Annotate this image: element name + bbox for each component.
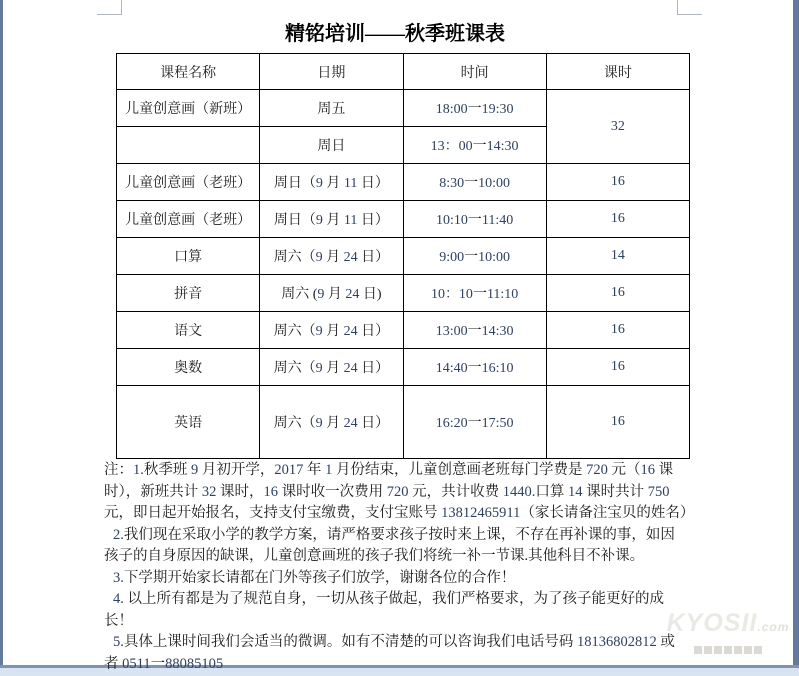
course-cell: 儿童创意画（老班） — [117, 164, 260, 201]
date-cell: 周六（9 月 24 日） — [260, 386, 403, 459]
column-header-course: 课程名称 — [117, 54, 260, 90]
note-line: 孩子的自身原因的缺课，儿童创意画班的孩子我们将统一补一节课.其他科目不补课。 — [104, 548, 645, 564]
date-cell: 周六（9 月 24 日） — [260, 238, 403, 275]
course-cell: 口算 — [117, 238, 260, 275]
hours-cell: 16 — [546, 386, 689, 459]
time-cell: 14:40一16:10 — [403, 349, 546, 386]
date-cell: 周六（9 月 24 日） — [260, 312, 403, 349]
notes-section — [104, 460, 704, 675]
table-row — [117, 164, 690, 201]
margin-crop-mark-top-left — [121, 0, 122, 14]
time-cell: 18:00一19:30 — [403, 90, 546, 127]
date-cell: 周日 — [260, 127, 403, 164]
table-row — [117, 349, 690, 386]
hours-cell: 14 — [546, 238, 689, 275]
table-row — [117, 275, 690, 312]
table-row — [117, 90, 690, 127]
date-cell: 周六 (9 月 24 日) — [260, 275, 403, 312]
date-cell: 周六（9 月 24 日） — [260, 349, 403, 386]
course-cell — [117, 127, 260, 164]
time-cell: 10:10一11:40 — [403, 201, 546, 238]
note-line: 长！ — [104, 612, 133, 629]
time-cell: 10：10一11:10 — [403, 275, 546, 312]
note-line: 3.下学期开始家长请都在门外等孩子们放学，谢谢各位的合作！ — [113, 569, 516, 586]
hours-cell: 16 — [546, 164, 689, 201]
course-cell: 拼音 — [117, 275, 260, 312]
note-line: 4. 以上所有都是为了规范自身，一切从孩子做起，我们严格要求，为了孩子能更好的成 — [113, 591, 664, 607]
column-header-hours: 课时 — [546, 54, 689, 90]
column-header-date: 日期 — [260, 54, 403, 90]
time-cell: 16:20一17:50 — [403, 386, 546, 459]
margin-crop-mark-top-left — [97, 14, 122, 15]
course-cell: 儿童创意画（老班） — [117, 201, 260, 238]
time-cell: 13：00一14:30 — [403, 127, 546, 164]
margin-crop-mark-top-right — [677, 14, 702, 15]
note-line: 5.具体上课时间我们会适当的微调。如有不清楚的可以咨询我们电话号码 18136802812 或 — [113, 634, 675, 650]
note-line: 者 0511一88085105 — [104, 655, 224, 672]
note-line: 元，即日起开始报名，支持支付宝缴费，支付宝账号 13812465911（家长请备注宝贝的姓名） — [104, 505, 695, 521]
date-cell: 周五 — [260, 90, 403, 127]
note-line: 时），新班共计 32 课时，16 课时收一次费用 720 元，共计收费 1440.口算 14 课时共计 750 — [104, 483, 670, 500]
course-cell: 儿童创意画（新班） — [117, 90, 260, 127]
table-row — [117, 386, 690, 459]
course-cell: 英语 — [117, 386, 260, 459]
hours-cell: 16 — [546, 312, 689, 349]
column-header-time: 时间 — [403, 54, 546, 90]
time-cell: 13:00一14:30 — [403, 312, 546, 349]
schedule-table — [116, 53, 690, 459]
date-cell: 周日（9 月 11 日） — [260, 164, 403, 201]
table-row — [117, 238, 690, 275]
hours-cell: 16 — [546, 201, 689, 238]
course-cell: 奥数 — [117, 349, 260, 386]
table-row — [117, 201, 690, 238]
course-cell: 语文 — [117, 312, 260, 349]
note-line: 2.我们现在采取小学的教学方案，请严格要求孩子按时来上课，不存在再补课的事，如因 — [113, 526, 675, 543]
margin-crop-mark-top-right — [677, 0, 678, 14]
table-row — [117, 312, 690, 349]
time-cell: 9:00一10:00 — [403, 238, 546, 275]
hours-cell: 16 — [546, 275, 689, 312]
note-line: 注：1.秋季班 9 月初开学，2017 年 1 月份结束，儿童创意画老班每门学费是 720 元（16 课 — [104, 462, 674, 478]
page-border-left — [0, 0, 3, 667]
page-border-right — [793, 0, 799, 667]
table-header-row — [117, 54, 690, 90]
hours-cell-merged: 32 — [546, 90, 689, 164]
date-cell: 周日（9 月 11 日） — [260, 201, 403, 238]
hours-cell: 16 — [546, 349, 689, 386]
watermark-logo-text: KYOSII.com — [666, 609, 790, 637]
page-title: 精铭培训——秋季班课表 — [285, 23, 505, 45]
time-cell: 8:30一10:00 — [403, 164, 546, 201]
